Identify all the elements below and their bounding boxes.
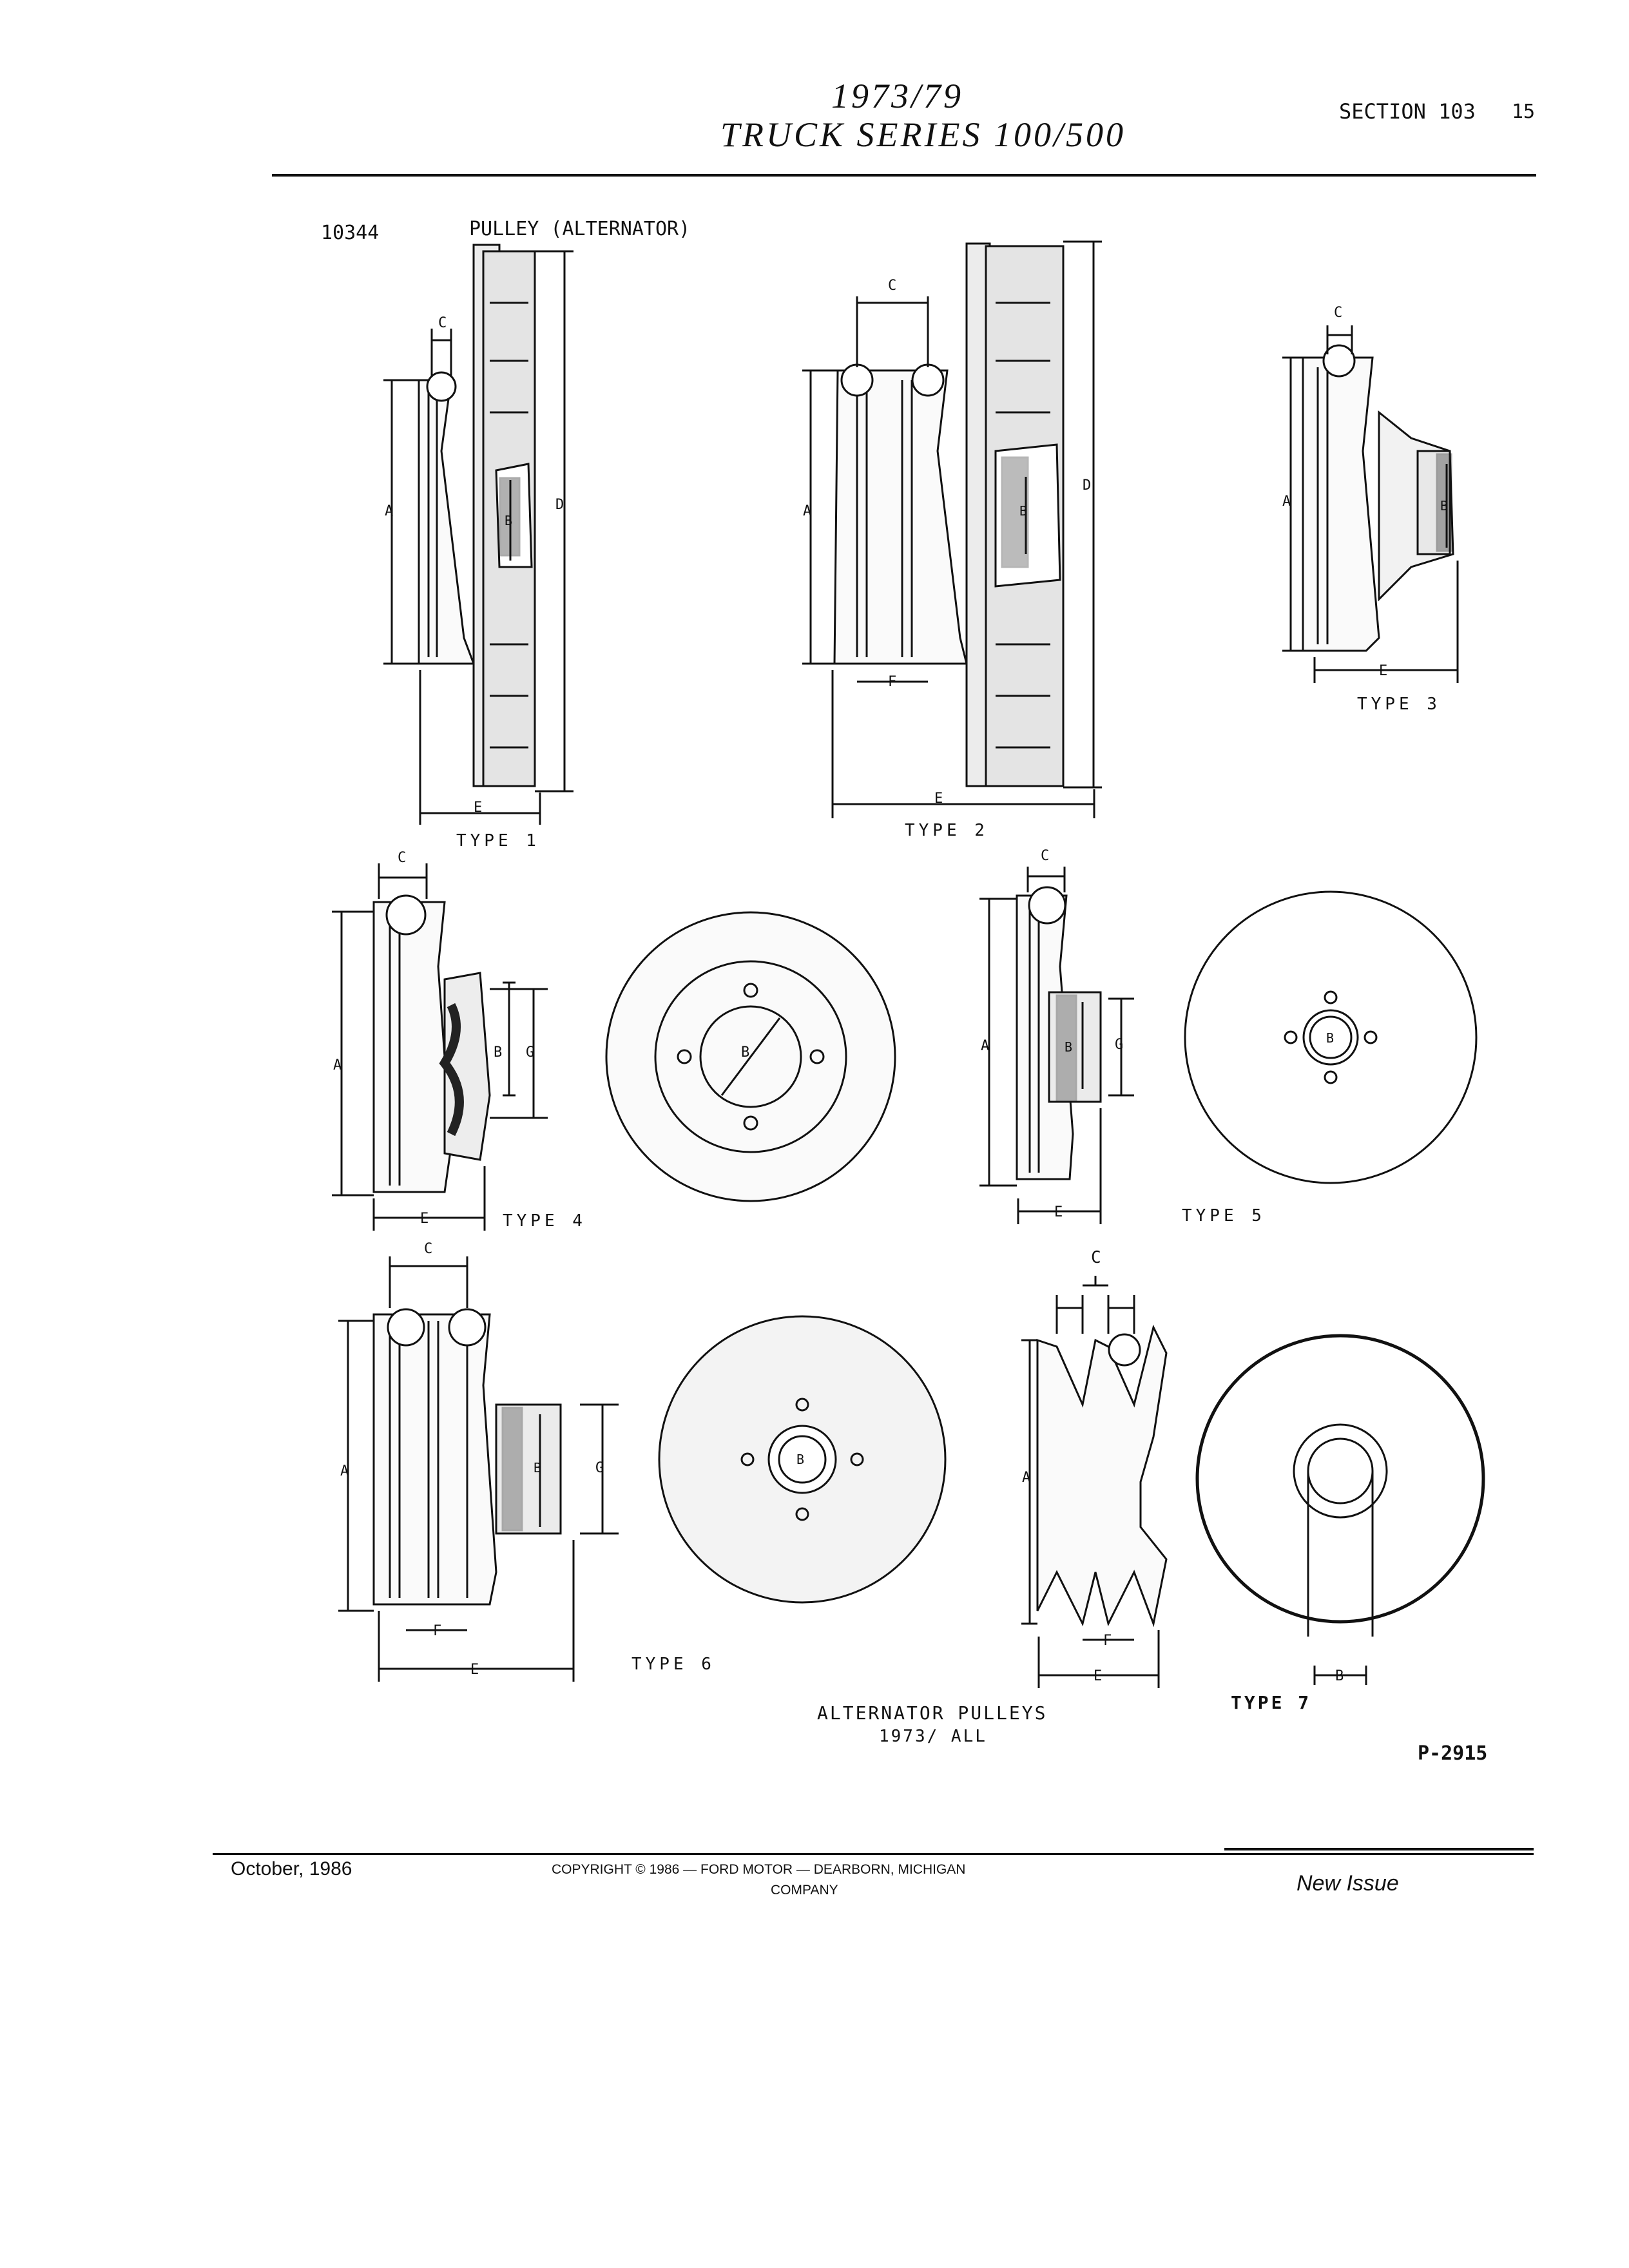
svg-text:B: B xyxy=(1019,503,1028,519)
figure-caption: ALTERNATOR PULLEYS xyxy=(817,1702,1048,1724)
type6-face-view xyxy=(659,1316,945,1602)
svg-text:C: C xyxy=(438,315,447,331)
header-section: SECTION 103 xyxy=(1339,99,1476,124)
type5-drawing xyxy=(979,848,1134,1224)
svg-text:C: C xyxy=(1091,1248,1101,1267)
svg-text:E: E xyxy=(1094,1668,1103,1684)
svg-text:B: B xyxy=(534,1460,542,1475)
type7-face-view xyxy=(1197,1336,1483,1685)
header-series: TRUCK SERIES 100/500 xyxy=(720,115,1126,154)
svg-text:F: F xyxy=(433,1623,442,1639)
type4-label: TYPE 4 xyxy=(503,1211,586,1231)
svg-text:G: G xyxy=(595,1460,604,1476)
svg-text:A: A xyxy=(340,1463,349,1479)
svg-text:B: B xyxy=(1440,498,1449,514)
svg-text:B: B xyxy=(796,1452,805,1467)
footer-copyright xyxy=(552,1860,1132,1901)
type5-face-view xyxy=(1185,892,1476,1183)
svg-text:C: C xyxy=(1334,305,1343,321)
type6-label: TYPE 6 xyxy=(631,1655,715,1674)
footer-issue: New Issue xyxy=(1296,1871,1399,1896)
footer-date: October, 1986 xyxy=(231,1858,352,1879)
type1-label: TYPE 1 xyxy=(456,831,540,850)
part-number: 10344 xyxy=(321,222,380,244)
header-year-range: 1973/79 xyxy=(831,77,964,115)
svg-text:B: B xyxy=(741,1044,750,1061)
svg-text:C: C xyxy=(1041,848,1050,864)
svg-text:C: C xyxy=(888,278,897,294)
svg-text:E: E xyxy=(474,800,483,816)
svg-text:A: A xyxy=(803,503,812,519)
svg-text:C: C xyxy=(398,850,407,866)
svg-text:F: F xyxy=(1103,1633,1112,1649)
svg-text:D: D xyxy=(555,497,564,513)
svg-text:E: E xyxy=(1054,1204,1063,1220)
footer-rule-heavy xyxy=(1224,1848,1534,1850)
svg-text:E: E xyxy=(420,1211,429,1227)
svg-text:A: A xyxy=(1282,494,1291,510)
type5-label: TYPE 5 xyxy=(1182,1206,1266,1225)
svg-text:B: B xyxy=(505,513,513,528)
svg-text:A: A xyxy=(1022,1470,1031,1486)
svg-text:B: B xyxy=(1065,1039,1073,1055)
svg-text:F: F xyxy=(888,674,897,690)
svg-text:E: E xyxy=(470,1662,479,1678)
svg-text:D: D xyxy=(1083,477,1092,494)
svg-text:A: A xyxy=(981,1038,990,1054)
svg-text:E: E xyxy=(934,791,943,807)
footer-rule xyxy=(213,1853,1534,1855)
type1-drawing xyxy=(383,245,574,825)
svg-text:B: B xyxy=(1326,1030,1335,1046)
type7-drawing xyxy=(1021,1248,1166,1688)
figure-caption-years: 1973/ ALL xyxy=(879,1727,987,1746)
type7-label: TYPE 7 xyxy=(1231,1692,1312,1713)
part-name: PULLEY (ALTERNATOR) xyxy=(469,218,691,240)
type4-drawing xyxy=(332,850,548,1231)
type4-face-view xyxy=(606,912,895,1201)
type3-drawing xyxy=(1282,305,1458,683)
page-number: 15 xyxy=(1512,101,1536,123)
svg-text:G: G xyxy=(526,1044,535,1061)
svg-text:A: A xyxy=(333,1057,342,1073)
footer-copyright-line2: COMPANY xyxy=(771,1883,838,1898)
type2-label: TYPE 2 xyxy=(905,821,988,840)
illustration-reference: P-2915 xyxy=(1418,1742,1488,1765)
svg-text:B: B xyxy=(1335,1668,1344,1684)
type2-drawing xyxy=(802,242,1102,818)
type3-label: TYPE 3 xyxy=(1357,695,1441,714)
svg-text:E: E xyxy=(1379,663,1388,679)
footer-copyright-line1: COPYRIGHT © 1986 — FORD MOTOR — DEARBORN, MICHIGAN xyxy=(552,1862,966,1877)
svg-text:C: C xyxy=(424,1241,433,1257)
svg-text:B: B xyxy=(494,1044,503,1061)
svg-text:A: A xyxy=(385,503,394,519)
type6-drawing xyxy=(338,1241,619,1682)
svg-text:G: G xyxy=(1115,1037,1124,1053)
